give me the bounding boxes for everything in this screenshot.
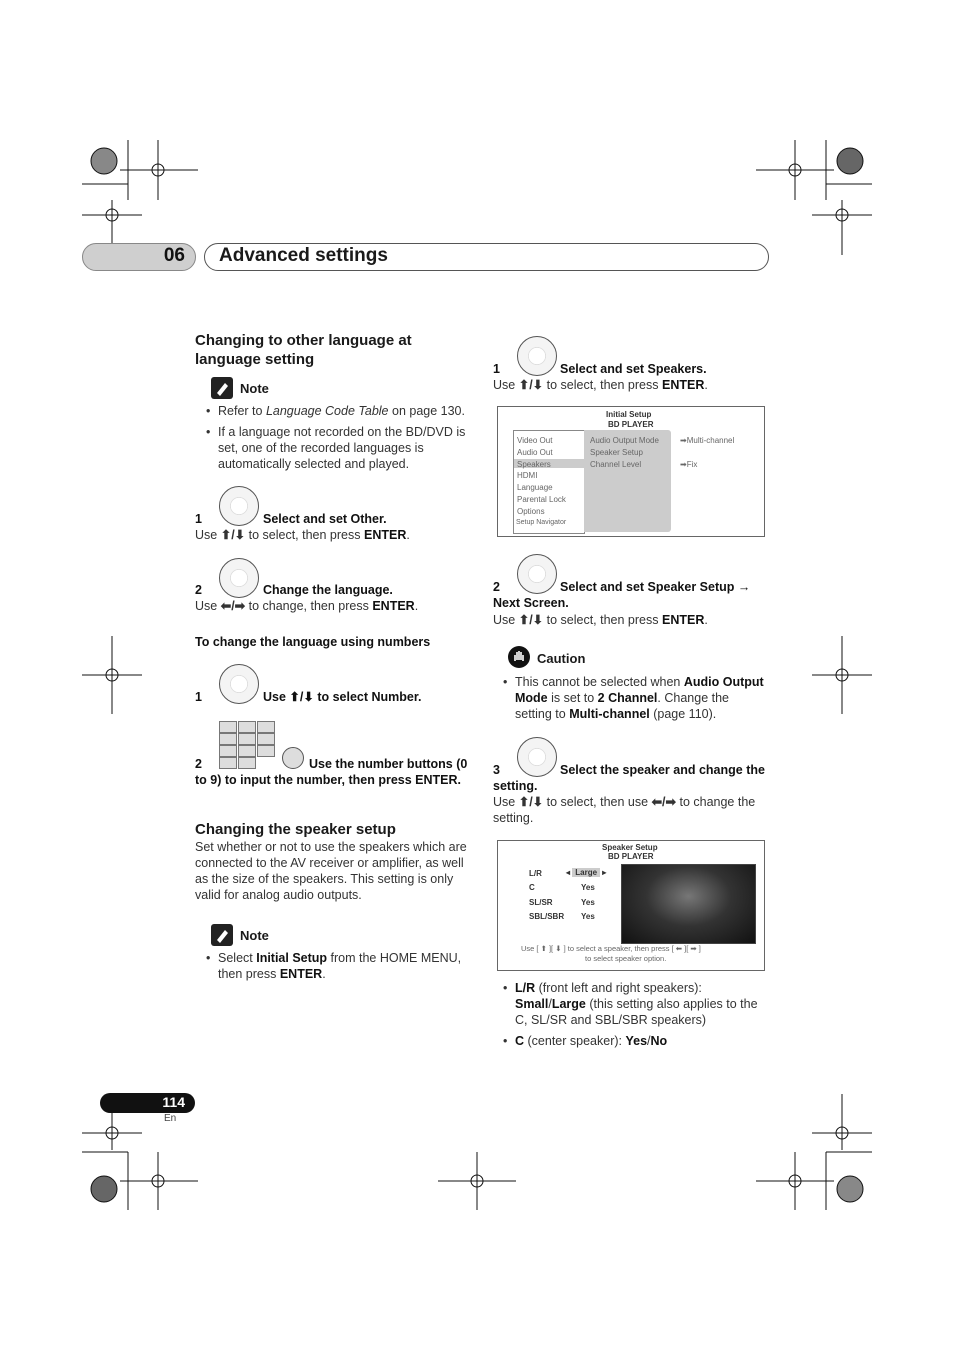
note-bullet: • Select Initial Setup from the HOME MENU, then press ENTER. xyxy=(218,950,468,982)
menu-item[interactable]: Setup Navigator xyxy=(516,519,567,526)
step-label: Select and set Speaker Setup → Next Screen. xyxy=(493,580,751,610)
menu-item-selected[interactable]: Speakers xyxy=(517,460,551,469)
speaker-value[interactable]: ◂ Large ▸ xyxy=(566,868,607,877)
remote-dpad-icon xyxy=(219,558,259,598)
submenu-value: ➡Multi-channel xyxy=(680,436,735,445)
speaker-room-image xyxy=(621,864,756,944)
chapter-number: 06 xyxy=(82,243,196,271)
step-label: Select the speaker and change the setting. xyxy=(493,763,765,793)
instruction-footer: to select speaker option. xyxy=(585,954,667,963)
menu-item[interactable]: Parental Lock xyxy=(517,495,566,504)
speaker-value[interactable]: Yes xyxy=(581,898,595,907)
note-bullet: • If a language not recorded on the BD/DVD is set, one of the recorded languages is automatically selected and played. xyxy=(218,424,470,472)
step-instruction: Use ⬆/⬇ to select, then use ⬅/➡ to change the setting. xyxy=(493,795,756,825)
step-number: 3 xyxy=(493,763,500,777)
caution-icon xyxy=(508,646,530,668)
step-label: Change the language. xyxy=(263,583,393,597)
speaker-row[interactable]: SL/SR xyxy=(529,898,553,907)
note-icon xyxy=(211,377,233,399)
step-number: 1 xyxy=(195,512,202,526)
language-code: En xyxy=(164,1113,177,1124)
caution-bullet: • This cannot be selected when Audio Output Mode is set to 2 Channel. Change the setting to Multi-channel (page 110). xyxy=(515,674,767,722)
page-number: 114 xyxy=(100,1093,195,1113)
section-title-language: Changing to other language at language setting xyxy=(195,332,412,368)
step-number: 2 xyxy=(195,583,202,597)
initial-setup-screen: Initial Setup BD PLAYER Video Out Audio Out Speakers HDMI Language Parental Lock Options Setup Navigator Audio Output Mode Speaker Setup Channel Level ➡Multi-channel ➡Fix xyxy=(497,406,765,537)
speaker-value[interactable]: Yes xyxy=(581,912,595,921)
step-label: Use the number buttons (0 to 9) to input the number, then press ENTER. xyxy=(195,757,468,787)
note-bullet: • Refer to Language Code Table on page 130. xyxy=(218,403,468,419)
subheading: To change the language using numbers xyxy=(195,635,431,649)
option-bullet: • L/R (front left and right speakers): Small/Large (this setting also applies to the C, SL/SR and SBL/SBR speakers) xyxy=(515,980,770,1028)
menu-item[interactable]: Language xyxy=(517,483,553,492)
section-body: Set whether or not to use the speakers which are connected to the AV receiver or amplifier, as well as the size of the speakers. This setting is only valid for analog audio outputs. xyxy=(195,840,467,902)
menu-item[interactable]: Audio Out xyxy=(517,448,553,457)
remote-dpad-icon xyxy=(219,486,259,526)
step-instruction: Use ⬆/⬇ to select, then press ENTER. xyxy=(195,528,410,542)
submenu-item[interactable]: Speaker Setup xyxy=(590,448,643,457)
submenu-panel xyxy=(584,430,671,532)
menu-item[interactable]: Video Out xyxy=(517,436,553,445)
step-number: 2 xyxy=(493,580,500,594)
note-icon xyxy=(211,924,233,946)
submenu-item[interactable]: Audio Output Mode xyxy=(590,436,659,445)
speaker-row[interactable]: L/R xyxy=(529,869,542,878)
step-label: Use ⬆/⬇ to select Number. xyxy=(263,690,422,704)
step-label: Select and set Speakers. xyxy=(560,362,707,376)
menu-item[interactable]: HDMI xyxy=(517,471,538,480)
instruction-footer: Use [ ⬆ ][ ⬇ ] to select a speaker, then press [ ⬅ ][ ➡ ] xyxy=(521,944,701,953)
note-label: Note xyxy=(240,381,269,396)
remote-dpad-icon xyxy=(219,664,259,704)
step-instruction: Use ⬅/➡ to change, then press ENTER. xyxy=(195,599,419,613)
note-label: Note xyxy=(240,928,269,943)
step-instruction: Use ⬆/⬇ to select, then press ENTER. xyxy=(493,613,708,627)
speaker-row[interactable]: SBL/SBR xyxy=(529,912,565,921)
speaker-value[interactable]: Yes xyxy=(581,883,595,892)
speaker-row[interactable]: C xyxy=(529,883,535,892)
menu-item[interactable]: Options xyxy=(517,507,545,516)
option-bullet: • C (center speaker): Yes/No xyxy=(515,1033,770,1049)
remote-dpad-icon xyxy=(517,336,557,376)
chapter-title: Advanced settings xyxy=(204,243,769,271)
step-number: 1 xyxy=(493,362,500,376)
step-number: 2 xyxy=(195,757,202,771)
section-title-speaker: Changing the speaker setup xyxy=(195,821,396,838)
caution-label: Caution xyxy=(537,651,586,666)
speaker-setup-screen: Speaker Setup BD PLAYER L/R ◂ Large ▸ C Yes SL/SR Yes SBL/SBR Yes Use [ ⬆ ][ ⬇ ] to select a speaker, then press [ ⬅ ][ ➡ ] to select speaker option. xyxy=(497,840,765,971)
step-label: Select and set Other. xyxy=(263,512,387,526)
submenu-item[interactable]: Channel Level xyxy=(590,460,642,469)
step-instruction: Use ⬆/⬇ to select, then press ENTER. xyxy=(493,378,708,392)
submenu-value: ➡Fix xyxy=(680,460,698,469)
step-number: 1 xyxy=(195,690,202,704)
